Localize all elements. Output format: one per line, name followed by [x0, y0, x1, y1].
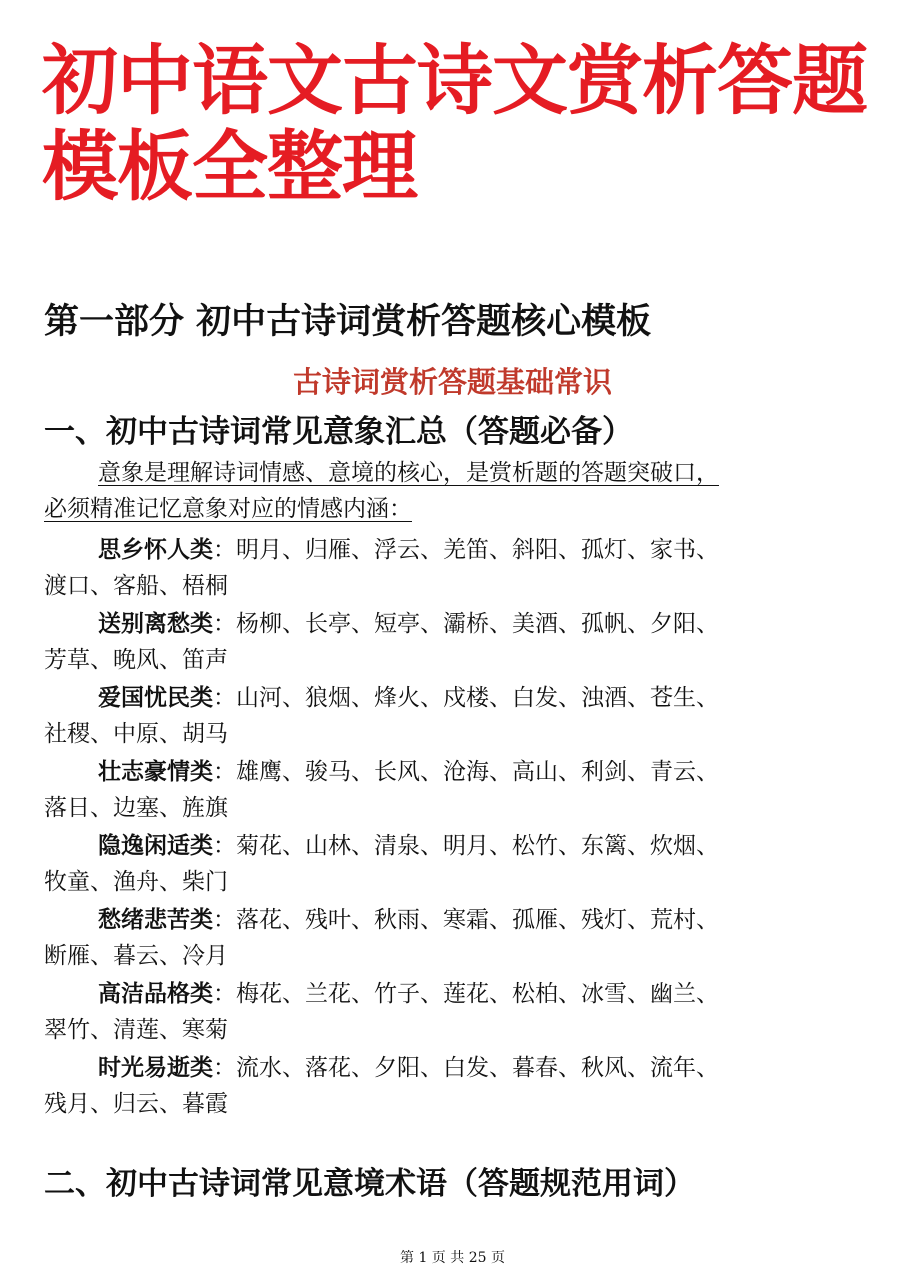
category-items-line-1: 梅花、兰花、竹子、莲花、松柏、冰雪、幽兰、 — [236, 981, 719, 1007]
category-colon: ： — [213, 907, 236, 933]
category-items-line-1: 流水、落花、夕阳、白发、暮春、秋风、流年、 — [236, 1055, 719, 1081]
category-colon: ： — [213, 1055, 236, 1081]
imagery-category — [44, 606, 844, 680]
sub-heading: 古诗词赏析答题基础常识 — [292, 365, 612, 399]
category-items-line-1: 落花、残叶、秋雨、寒霜、孤雁、残灯、荒村、 — [236, 907, 719, 933]
category-name: 思乡怀人类 — [98, 537, 213, 563]
imagery-category — [44, 902, 844, 976]
category-items-line-1: 雄鹰、骏马、长风、沧海、高山、利剑、青云、 — [236, 759, 719, 785]
imagery-category-list — [44, 532, 844, 1124]
category-items-line-2: 翠竹、清莲、寒菊 — [44, 1017, 228, 1043]
category-items-line-2: 社稷、中原、胡马 — [44, 721, 228, 747]
imagery-category — [44, 1050, 844, 1124]
section-1-intro — [44, 455, 844, 527]
imagery-category — [44, 976, 844, 1050]
category-items-line-1: 明月、归雁、浮云、羌笛、斜阳、孤灯、家书、 — [236, 537, 719, 563]
category-items-line-2: 残月、归云、暮霞 — [44, 1091, 228, 1117]
category-name: 爱国忧民类 — [98, 685, 213, 711]
document-title-line-1: 初中语文古诗文赏析答题 — [42, 36, 867, 125]
document-title-line-2: 模板全整理 — [42, 122, 417, 211]
category-items-line-2: 落日、边塞、旌旗 — [44, 795, 228, 821]
category-items-line-2: 断雁、暮云、冷月 — [44, 943, 228, 969]
intro-line-2: 必须精准记忆意象对应的情感内涵： — [44, 496, 412, 522]
intro-line-1: 意象是理解诗词情感、意境的核心，是赏析题的答题突破口， — [98, 460, 719, 486]
category-name: 高洁品格类 — [98, 981, 213, 1007]
category-items-line-1: 杨柳、长亭、短亭、灞桥、美酒、孤帆、夕阳、 — [236, 611, 719, 637]
category-name: 愁绪悲苦类 — [98, 907, 213, 933]
category-name: 壮志豪情类 — [98, 759, 213, 785]
category-name: 时光易逝类 — [98, 1055, 213, 1081]
imagery-category — [44, 754, 844, 828]
category-colon: ： — [213, 833, 236, 859]
category-colon: ： — [213, 685, 236, 711]
category-colon: ： — [213, 981, 236, 1007]
page-footer: 第 1 页 共 25 页 — [400, 1250, 505, 1266]
category-colon: ： — [213, 537, 236, 563]
category-items-line-1: 山河、狼烟、烽火、戍楼、白发、浊酒、苍生、 — [236, 685, 719, 711]
category-colon: ： — [213, 611, 236, 637]
imagery-category — [44, 680, 844, 754]
category-items-line-2: 芳草、晚风、笛声 — [44, 647, 228, 673]
imagery-category — [44, 828, 844, 902]
category-name: 隐逸闲适类 — [98, 833, 213, 859]
category-name: 送别离愁类 — [98, 611, 213, 637]
imagery-category — [44, 532, 844, 606]
section-1-heading: 一、初中古诗词常见意象汇总（答题必备） — [44, 414, 633, 450]
part-heading: 第一部分 初中古诗词赏析答题核心模板 — [44, 302, 652, 342]
category-colon: ： — [213, 759, 236, 785]
category-items-line-2: 牧童、渔舟、柴门 — [44, 869, 228, 895]
section-2-heading: 二、初中古诗词常见意境术语（答题规范用词） — [44, 1166, 695, 1202]
category-items-line-1: 菊花、山林、清泉、明月、松竹、东篱、炊烟、 — [236, 833, 719, 859]
category-items-line-2: 渡口、客船、梧桐 — [44, 573, 228, 599]
document-title — [42, 38, 872, 210]
